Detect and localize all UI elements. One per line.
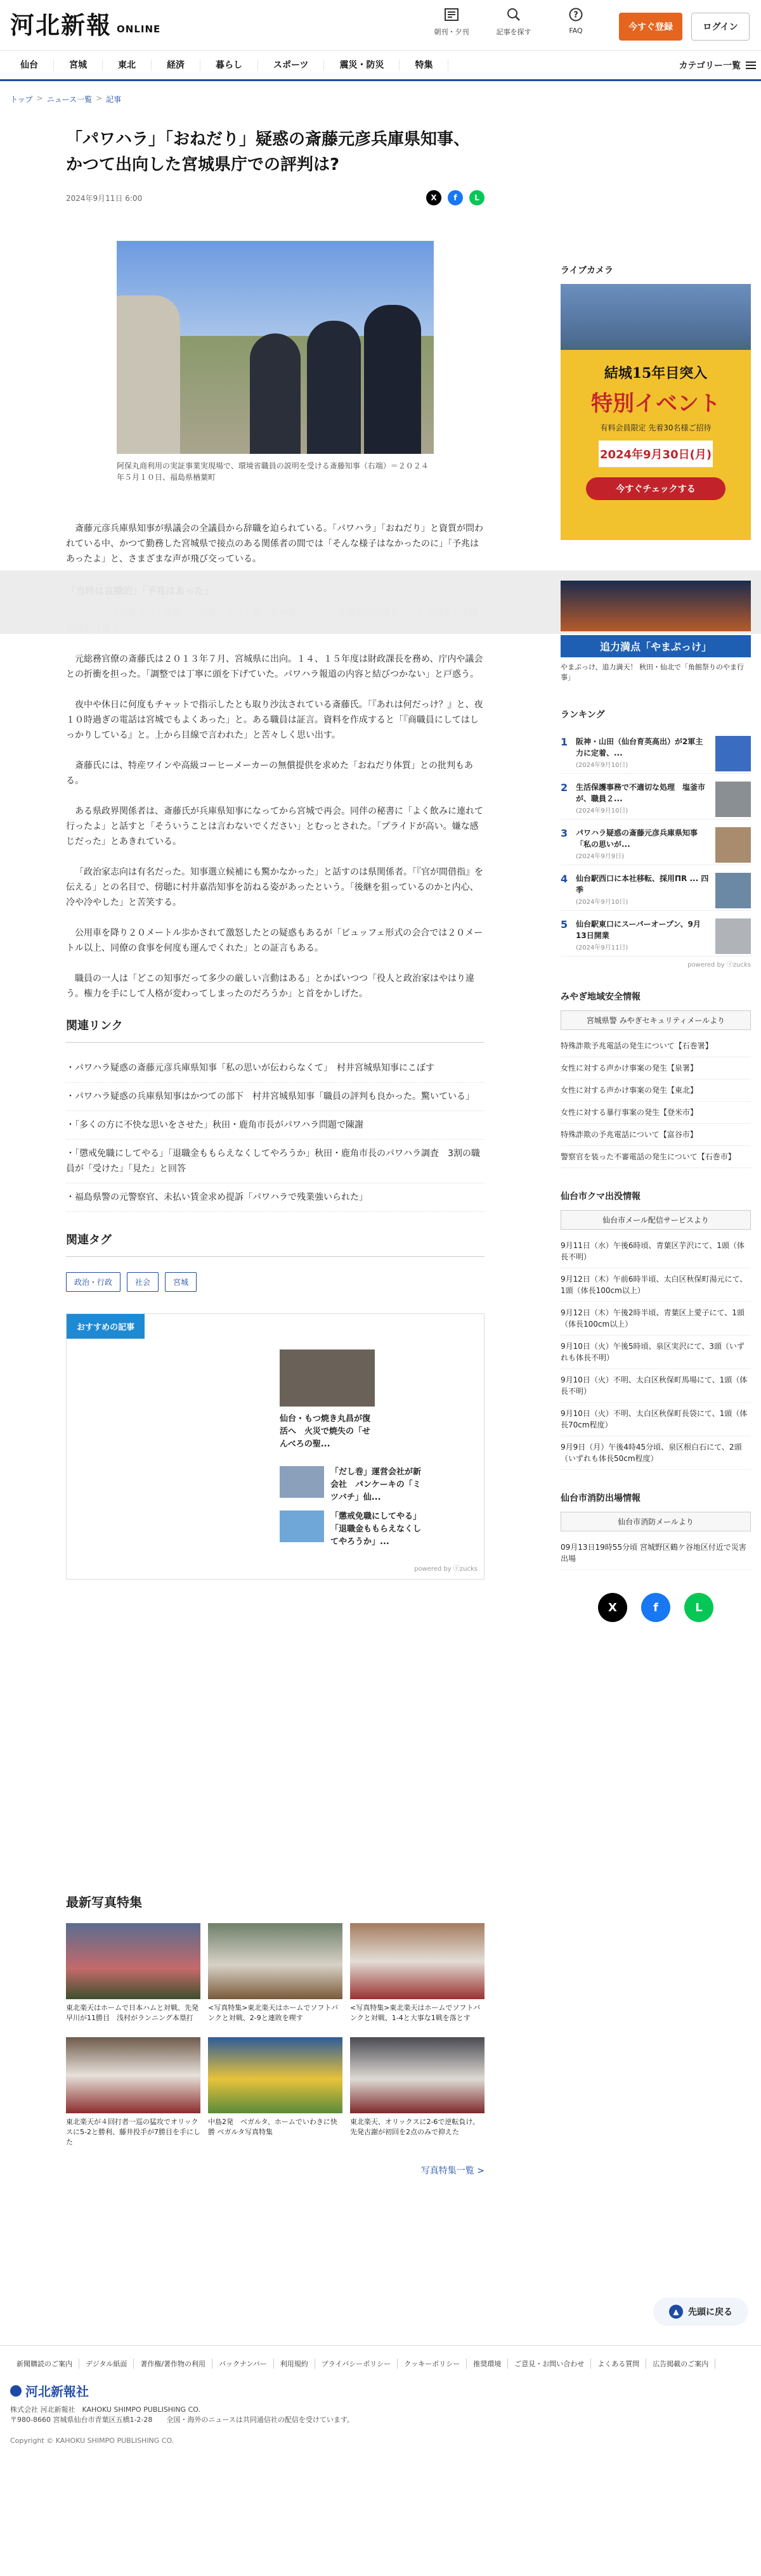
footer-logo[interactable]	[10, 2381, 751, 2400]
gallery-caption: 中島2発 ベガルタ、ホームでいわきに快勝 ベガルタ写真特集	[208, 2118, 337, 2136]
breadcrumb-news[interactable]: ニュース一覧	[46, 95, 93, 104]
gallery-item[interactable]	[66, 2037, 200, 2148]
rank-number: 5	[561, 918, 568, 931]
ranking-item[interactable]	[561, 820, 751, 865]
recommended-item[interactable]	[280, 1466, 470, 1504]
rank-number: 2	[561, 782, 568, 794]
footer-logo-text: 河北新報社	[25, 2384, 89, 2399]
powered-by: powered by ⓩzucks	[414, 1566, 478, 1573]
company-name: 株式会社 河北新報社 KAHOKU SHIMPO PUBLISHING CO.	[10, 2405, 200, 2414]
nav-item-life[interactable]: 暮らし	[200, 60, 258, 71]
breadcrumb-separator: >	[36, 94, 43, 103]
nav-item-economy[interactable]: 経済	[152, 60, 200, 71]
gallery-image	[66, 1923, 200, 1999]
rank-thumb	[715, 873, 751, 908]
share-buttons	[426, 190, 485, 205]
recommended-thumb	[280, 1510, 324, 1542]
gallery-caption: 東北楽天はホームで日本ハムと対戦、先発早川が11勝目 浅村がランニング本塁打	[66, 2004, 198, 2022]
live-camera-heading: ライブカメラ	[561, 266, 614, 276]
safety-section	[561, 990, 751, 1168]
logo-sub: ONLINE	[117, 23, 161, 35]
photo-person	[307, 321, 361, 454]
back-to-top-button[interactable]	[653, 2298, 748, 2326]
rank-title: 阪神・山田（仙台育英高出）が2軍主力に定着、... (2024年9月10日)	[576, 737, 703, 769]
ranking-list	[561, 728, 751, 956]
safety-item[interactable]: 特殊詐欺の予兆電話について【富谷市】	[561, 1124, 751, 1146]
footer-link[interactable]: ご意見・お問い合わせ	[508, 2359, 591, 2369]
ad-line-3: 有料会員限定 先着30名様ご招待	[600, 423, 712, 432]
rank-number: 4	[561, 873, 568, 885]
body-paragraph: 斎藤元彦兵庫県知事が県議会の全議員から辞職を迫られている。「パワハラ」「おねだり」と資質が問われている中、かつて勤務した宮城県で接点のある関係者の間では「そんな様子はなかったのに」「予兆はあったよ」と、さまざまな声が飛び交っている。	[66, 524, 483, 564]
site-footer	[0, 2345, 761, 2457]
safety-item[interactable]: 女性に対する声かけ事案の発生【泉署】	[561, 1057, 751, 1079]
gallery-item[interactable]	[208, 1923, 342, 2023]
ad-cta-button[interactable]: 今すぐチェックする	[586, 477, 725, 500]
recommended-thumb	[280, 1349, 375, 1407]
gallery-caption: 東北楽天が４回打者一巡の猛攻でオリックスに5-2と勝利、藤井投手が7勝目を手にした	[66, 2118, 200, 2146]
breadcrumb-top[interactable]: トップ	[10, 95, 33, 104]
bear-section	[561, 1190, 751, 1470]
footer-link[interactable]: 著作権/著作物の利用	[134, 2359, 212, 2369]
gallery-item[interactable]	[66, 1923, 200, 2023]
site-header	[0, 0, 761, 51]
nav-item-feature[interactable]: 特集	[400, 60, 448, 71]
bear-item[interactable]: 9月11日（水）午後6時頃、青葉区芋沢にて、1頭（体長不明）	[561, 1235, 751, 1268]
title-line-1: 「パワハラ」「おねだり」疑惑の斎藤元彦兵庫県知事、	[66, 130, 471, 149]
footer-link[interactable]: 新聞購読のご案内	[10, 2359, 79, 2369]
facebook-share-icon[interactable]: f	[448, 190, 463, 205]
related-link[interactable]: ・福島県警の元警察官、未払い賃金求め提訴「パワハラで残業強いられた」	[66, 1183, 485, 1212]
gallery-heading: 最新写真特集	[66, 1895, 142, 1910]
bear-item[interactable]: 9月10日（火）不明、太白区秋保町馬場にて、1頭（体長不明）	[561, 1369, 751, 1403]
photo-person	[117, 295, 180, 454]
line-share-icon[interactable]: L	[469, 190, 485, 205]
category-menu-button[interactable]	[679, 59, 756, 72]
bear-item[interactable]: 9月12日（木）午後2時半頃、青葉区上愛子にて、1頭（体長100cm以上）	[561, 1302, 751, 1336]
gallery-grid	[66, 1923, 485, 2148]
body-paragraph: 公用車を降り２０メートル歩かされて激怒したとの疑惑もあるが「ビュッフェ形式の会合では２０メートル以上、同僚の食事を何度も運んでくれた」との証言もある。	[66, 928, 483, 953]
gallery-item[interactable]	[208, 2037, 342, 2148]
tag-society[interactable]: 社会	[127, 1272, 159, 1292]
body-paragraph: 職員の一人は「どこの知事だって多少の厳しい言動はある」とかばいつつ「役人と政治家はやはり違う。権力を手にして人格が変わってしまったのだろうか」と首をかしげた。	[66, 974, 474, 999]
safety-item[interactable]: 女性に対する声かけ事案の発生【東北】	[561, 1079, 751, 1102]
gallery-more-link[interactable]: 写真特集一覧 >	[420, 2166, 485, 2176]
breadcrumb-current: 記事	[106, 95, 122, 104]
tag-list	[66, 1272, 485, 1292]
tags-heading: 関連タグ	[66, 1231, 485, 1257]
ad-banner[interactable]	[561, 350, 751, 540]
logo-text: 河北新報	[10, 10, 112, 39]
recommended-label: おすすめの記事	[67, 1314, 145, 1339]
copyright: Copyright © KAHOKU SHIMPO PUBLISHING CO.	[10, 2437, 174, 2445]
newspaper-tool[interactable]	[429, 6, 474, 37]
rank-thumb	[715, 782, 751, 817]
rank-number: 1	[561, 736, 568, 748]
related-link[interactable]: ・「懲戒免職にしてやる」「退職金ももらえなくしてやろうか」秋田・鹿角市長のパワハラ調査 3割の職員が「受けた」「見た」と回答	[66, 1140, 485, 1183]
promo-banner[interactable]: 追力満点「やまぷっけ」	[561, 635, 751, 657]
company-address: 〒980-8660 宮城県仙台市青葉区五橋1-2-28 全国・海外のニュースは共同通信社の配信を受けています。	[10, 2416, 354, 2424]
tag-miyagi[interactable]: 宮城	[165, 1272, 197, 1292]
tool-label: 記事を探す	[496, 28, 531, 36]
rank-title: 仙台駅東口にスーパーオープン、9月13日開業 (2024年9月11日)	[576, 920, 701, 951]
breadcrumb	[10, 94, 121, 105]
nav-item-sports[interactable]: スポーツ	[258, 60, 324, 71]
body-paragraph: 斎藤氏には、特産ワインや高級コーヒーメーカーの無償提供を求めた「おねだり体質」との批判もある。	[66, 761, 474, 786]
recommended-item[interactable]	[280, 1349, 470, 1451]
fire-heading[interactable]: 仙台市消防出場情報	[561, 1493, 641, 1504]
search-tool[interactable]	[491, 6, 537, 37]
gallery-image	[66, 2037, 200, 2113]
gallery-caption: 東北楽天、オリックスに2-6で逆転負け。先発古謝が初回を2点のみで抑えた	[350, 2118, 479, 2136]
fire-source: 仙台市消防メールより	[561, 1512, 751, 1531]
gallery-item[interactable]	[350, 1923, 485, 2023]
recommended-item[interactable]	[280, 1510, 470, 1549]
tag-politics[interactable]: 政治・行政	[66, 1272, 120, 1292]
tool-label: 朝刊・夕刊	[434, 28, 469, 36]
footer-link[interactable]: デジタル紙面	[79, 2359, 134, 2369]
photo-person	[250, 333, 301, 454]
bear-heading[interactable]: 仙台市クマ出没情報	[561, 1192, 641, 1202]
newspaper-icon	[443, 6, 460, 23]
bear-item[interactable]: 9月10日（火）午後5時頃、泉区実沢にて、3頭（いずれも体長不明）	[561, 1336, 751, 1369]
ranking-heading: ランキング	[561, 710, 605, 720]
sidebar-share	[561, 1593, 751, 1622]
company-info	[10, 2405, 751, 2425]
ranking-item[interactable]	[561, 728, 751, 774]
search-icon	[505, 6, 522, 23]
x-icon[interactable]: X	[598, 1593, 627, 1622]
ranking-powered: powered by ⓩzucks	[687, 962, 751, 969]
nav-item-miyagi[interactable]: 宮城	[54, 60, 103, 71]
rank-thumb	[715, 827, 751, 863]
safety-item[interactable]: 特殊詐欺予兆電話の発生について【石巻署】	[561, 1035, 751, 1057]
site-logo[interactable]	[10, 10, 161, 39]
register-button[interactable]: 今すぐ登録	[619, 13, 682, 41]
sidebar-lower	[561, 581, 751, 1622]
nav-item-disaster[interactable]: 震災・防災	[324, 60, 400, 71]
photo-person	[364, 305, 421, 454]
gallery-caption: <写真特集>東北楽天はホームでソフトバンクと対戦、2-9と連敗を喫す	[208, 2004, 339, 2022]
footer-link[interactable]: 利用規約	[274, 2359, 315, 2369]
bear-item[interactable]: 9月12日（木）午前6時半頃、太白区秋保町湯元にて、1頭（体長100cm以上）	[561, 1268, 751, 1302]
global-nav	[0, 51, 761, 81]
menu-icon	[746, 61, 756, 69]
photo-gallery	[66, 1892, 485, 2177]
ad-line-2: 特別イベント	[591, 391, 720, 416]
rank-title: パワハラ疑惑の斎藤元彦兵庫県知事「私の思いが... (2024年9月9日)	[576, 828, 698, 860]
footer-link[interactable]: クッキーポリシー	[398, 2359, 467, 2369]
related-link[interactable]: ・パワハラ疑惑の兵庫県知事はかつての部下 村井宮城県知事「職員の評判も良かった。驚いている」	[66, 1083, 485, 1111]
related-link[interactable]: ・パワハラ疑惑の斎藤元彦兵庫県知事「私の思いが伝わらなくて」 村井宮城県知事にこぼす	[66, 1054, 485, 1083]
gallery-image	[350, 2037, 485, 2113]
ranking-item[interactable]	[561, 865, 751, 911]
meta-row	[66, 190, 485, 205]
nav-item-tohoku[interactable]: 東北	[103, 60, 152, 71]
related-links	[66, 1054, 485, 1212]
body-paragraph: 「政治家志向は有名だった。知事選立候補にも驚かなかった」と話すのは県関係者。「『官が間借指』を伝える」との名目で、傍聴に村井嘉浩知事を訪ねる姿があったという。「後継を狙っているのかと内心、冷や冷やした」と苦笑する。	[66, 867, 483, 908]
tool-label: FAQ	[569, 27, 583, 35]
safety-heading[interactable]: みやぎ地域安全情報	[561, 992, 641, 1002]
safety-item[interactable]: 女性に対する暴行事案の発生【登米市】	[561, 1102, 751, 1124]
footer-link[interactable]: 推奨環境	[467, 2359, 508, 2369]
recommended-articles	[66, 1313, 485, 1580]
rank-title: 仙台駅西口に本社移転、採用ПR ... 四季 (2024年9月10日)	[576, 874, 709, 906]
gallery-image	[208, 2037, 342, 2113]
fire-section	[561, 1491, 751, 1570]
facebook-icon[interactable]: f	[641, 1593, 670, 1622]
svg-text:?: ?	[573, 10, 578, 20]
article-photo[interactable]	[117, 241, 434, 454]
bear-source: 仙台市メール配信サービスより	[561, 1210, 751, 1230]
footer-link[interactable]: よくある質問	[591, 2359, 646, 2369]
ranking-item[interactable]	[561, 774, 751, 820]
rank-title: 生活保護事務で不適切な処理 塩釜市が、職員２... (2024年9月10日)	[576, 783, 706, 815]
fire-item[interactable]: 09月13日19時55分頃 宮城野区鶴ケ谷地区付近で災害出場	[561, 1536, 751, 1570]
body-paragraph: 元総務官僚の斎藤氏は２０１３年７月、宮城県に出向。１４、１５年度は財政課長を務め、庁内や議会との折衝を担った。「調整では丁寧に頭を下げていた。パワハラ報道の内容と結びつかない」と戸惑う。	[66, 654, 483, 679]
gallery-image	[350, 1923, 485, 1999]
related-links-heading: 関連リンク	[66, 1017, 485, 1043]
recommended-title: 「だし巻」運営会社が新会社 パンケーキの「ミツバチ」仙...	[330, 1467, 422, 1502]
ad-date: 2024年9月30日(月)	[599, 441, 713, 467]
header-tools	[429, 6, 599, 37]
publish-date: 2024年9月11日 6:00	[66, 193, 143, 203]
sidebar	[561, 264, 751, 1614]
photo-caption: 阿保丸商利用の実証事業実現場で、環境省職員の説明を受ける斎藤知事（右端）＝２０２４年５月１０日、福島県楢葉町	[117, 461, 429, 482]
safety-item[interactable]: 警察官を装った不審電話の発生について【石巻市】	[561, 1146, 751, 1168]
rank-number: 3	[561, 827, 568, 839]
logo-icon	[10, 2385, 22, 2397]
ranking-item[interactable]	[561, 911, 751, 956]
recommended-title: 仙台・もつ焼き丸昌が復活へ 火災で焼失の「せんべろの聖...	[280, 1414, 371, 1449]
promo-text[interactable]: やまぷっけ、追力満天！ 秋田・仙北で「角館祭りのやま行事」	[561, 663, 745, 681]
rank-thumb	[715, 918, 751, 954]
article-main	[66, 127, 485, 1580]
line-icon[interactable]: L	[684, 1593, 713, 1622]
body-paragraph: 夜中や休日に何度もチャットで指示したとも取り沙汰されている斎藤氏。「『あれは何だっけ？』と、夜１０時過ぎの電話は宮城でもよくあった」と。ある職員は証言。資料を作成すると「『商職員にしてはしっかりしている』と。上から目線で言われた」と苦々しく思い出す。	[66, 700, 483, 740]
bear-item[interactable]: 9月9日（月）午後4時45分頃、泉区根白石にて、2頭（いずれも体長50cm程度）	[561, 1436, 751, 1470]
recommended-title: 「懲戒免職にしてやる」「退職金ももらえなくしてやろうか」...	[330, 1512, 422, 1547]
title-line-2: かつて出向した宮城県庁での評判は?	[66, 155, 340, 174]
login-button[interactable]: ログイン	[691, 13, 750, 41]
footer-link[interactable]: プライバシーポリシー	[315, 2359, 398, 2369]
gallery-item[interactable]	[350, 2037, 485, 2148]
nav-item-sendai[interactable]: 仙台	[5, 60, 54, 71]
recommended-thumb	[280, 1466, 324, 1498]
x-share-icon[interactable]: X	[426, 190, 441, 205]
article-title	[66, 127, 485, 177]
breadcrumb-separator: >	[96, 94, 103, 103]
faq-tool[interactable]	[553, 6, 599, 37]
safety-source: 宮城県警 みやぎセキュリティメールより	[561, 1010, 751, 1030]
related-link[interactable]: ・「多くの方に不快な思いをさせた」秋田・鹿角市長がパワハラ問題で陳謝	[66, 1111, 485, 1140]
back-to-top-label: 先頭に戻る	[688, 2307, 732, 2317]
promo-image[interactable]	[561, 581, 751, 631]
arrow-up-icon: ▲	[669, 2305, 683, 2319]
category-menu-label: カテゴリー一覧	[679, 60, 741, 71]
footer-links	[10, 2359, 720, 2369]
footer-link[interactable]: 広告掲載のご案内	[646, 2359, 715, 2369]
rank-thumb	[715, 736, 751, 771]
gallery-caption: <写真特集>東北楽天はホームでソフトバンクと対戦、1-4と大事な1戦を落とす	[350, 2004, 481, 2022]
footer-link[interactable]: バックナンバー	[212, 2359, 274, 2369]
body-paragraph: ある県政界関係者は、斎藤氏が兵庫県知事になってから宮城で再会。同伴の秘書に「よく飲みに連れて行ったよ」と話すと「そういうことは言わないでください」とむっとされた。「プライドが高い。嫌な感じだった」とあきれている。	[66, 806, 483, 847]
bear-item[interactable]: 9月10日（火）不明、太白区秋保町長袋にて、1頭（体長70cm程度）	[561, 1403, 751, 1436]
help-icon	[568, 6, 584, 23]
gallery-image	[208, 1923, 342, 1999]
ad-line-1: 結城15年目突入	[604, 365, 708, 382]
